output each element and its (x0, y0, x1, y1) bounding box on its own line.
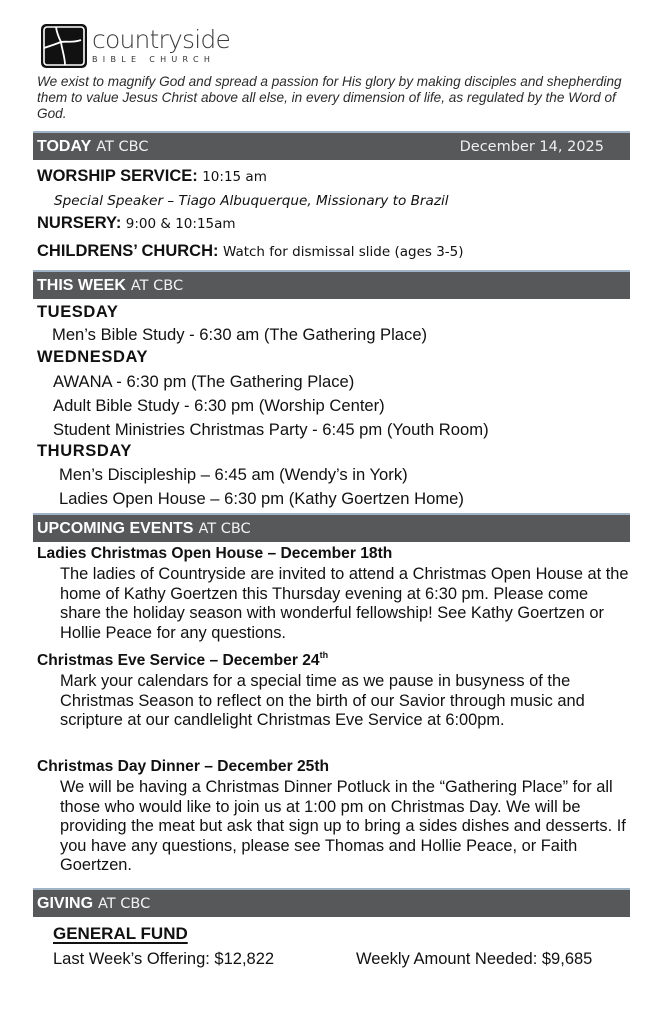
event-description: Mark your calendars for a special time as we pause in busyness of the Christmas Season to reflect on the birth of our Savior through music and scripture at our candlelight Christmas Eve Service at 6:00pm. (60, 672, 585, 730)
week-event: Student Ministries Christmas Party - 6:45 pm (Youth Room) (53, 420, 489, 439)
section-header-today (33, 131, 630, 160)
header-bold: THIS WEEK (37, 276, 126, 294)
event-title: Christmas Day Dinner – December 25th (37, 758, 330, 775)
header-light: AT CBC (96, 138, 149, 155)
header-bold: TODAY (37, 137, 92, 155)
event-title-text: Christmas Eve Service – December 24 (37, 652, 320, 669)
week-event: AWANA - 6:30 pm (The Gathering Place) (53, 372, 355, 391)
day-heading: WEDNESDAY (37, 348, 149, 366)
section-header-giving (33, 888, 630, 917)
day-heading: THURSDAY (37, 442, 132, 460)
header-bold: GIVING (37, 894, 94, 912)
nursery-line (37, 214, 236, 233)
worship-service-line (37, 167, 267, 186)
week-event: Ladies Open House – 6:30 pm (Kathy Goertzen Home) (59, 489, 464, 508)
header-light: AT CBC (130, 277, 184, 294)
logo-name: countryside (92, 25, 231, 54)
event-description: The ladies of Countryside are invited to attend a Christmas Open House at the home of Kathy Goertzen this Thursday evening at 6:30 pm. Please come share the holiday season with wonderful fellowship! See Kathy Goertzen or Hollie Peace for any questions. (60, 565, 629, 642)
day-heading: TUESDAY (37, 303, 119, 321)
nursery-time: 9:00 & 10:15am (125, 216, 236, 232)
cross-path-logo-icon (41, 24, 87, 68)
header-light: AT CBC (98, 895, 151, 912)
church-logo (41, 24, 230, 68)
worship-label: WORSHIP SERVICE: (37, 167, 198, 185)
section-header-this-week (33, 270, 630, 299)
logo-subtitle: BIBLE CHURCH (92, 55, 216, 64)
worship-time: 10:15 am (202, 169, 267, 185)
nursery-label: NURSERY: (37, 214, 122, 232)
weekly-amount-needed: Weekly Amount Needed: $9,685 (356, 950, 593, 968)
mission-statement: We exist to magnify God and spread a passion for His glory by making disciples and shepherding them to value Jesus Christ above all else, in every dimension of life, as regulated by the Word of God. (37, 74, 622, 121)
event-title: Ladies Christmas Open House – December 18th (37, 545, 393, 562)
week-event: Adult Bible Study - 6:30 pm (Worship Center) (53, 396, 385, 415)
section-header-upcoming-events (33, 513, 630, 542)
event-title (37, 652, 328, 670)
childrens-label: CHILDRENS’ CHURCH: (37, 242, 219, 260)
childrens-note: Watch for dismissal slide (ages 3-5) (222, 244, 464, 260)
last-week-offering: Last Week’s Offering: $12,822 (53, 950, 275, 968)
bulletin-date: December 14, 2025 (459, 138, 604, 155)
childrens-church-line (37, 242, 464, 261)
header-light: AT CBC (198, 520, 251, 537)
week-event: Men’s Discipleship – 6:45 am (Wendy’s in York) (59, 465, 408, 484)
ordinal-suffix: th (319, 650, 329, 660)
event-description: We will be having a Christmas Dinner Potluck in the “Gathering Place” for all those who would like to join us at 1:00 pm on Christmas Day. We will be providing the meat but ask that sign up to bring a sides dishes and desserts. If you have any questions, please see Thomas and Hollie Peace, or Faith Goertzen. (60, 778, 626, 875)
general-fund-title: GENERAL FUND (53, 924, 188, 943)
special-speaker: Special Speaker – Tiago Albuquerque, Missionary to Brazil (54, 193, 449, 209)
week-event: Men’s Bible Study - 6:30 am (The Gathering Place) (52, 325, 428, 344)
header-bold: UPCOMING EVENTS (37, 519, 194, 537)
